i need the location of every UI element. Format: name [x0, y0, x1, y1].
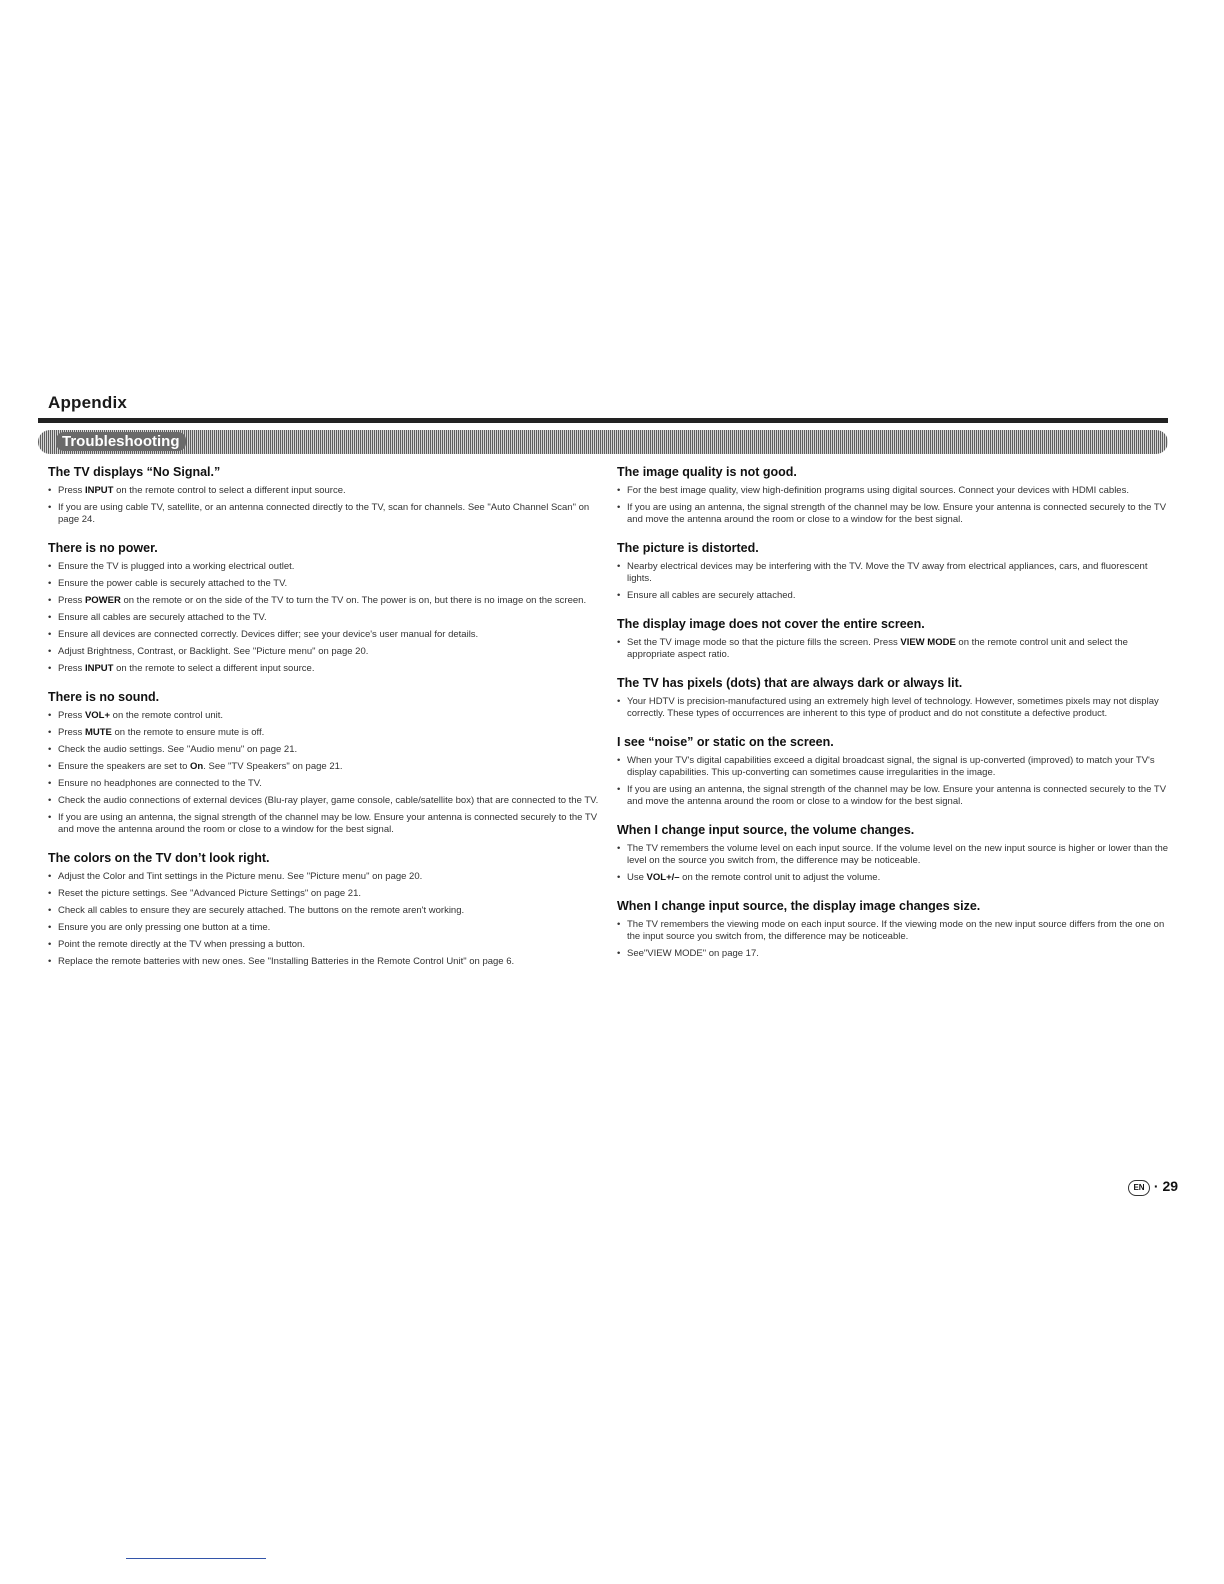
- bullet-list: [617, 637, 1172, 661]
- item-text: Adjust the Color and Tint settings in the Picture menu. See "Picture menu" on page 20.: [58, 871, 423, 882]
- button-name: VOL+: [84, 710, 111, 721]
- item-text: Ensure the speakers are set to: [58, 761, 191, 772]
- item-text: If you are using an antenna, the signal strength of the channel may be low. Ensure your antenna is connected securely to the TV and move the antenna around the room or close to a window for the best signal.: [627, 502, 1167, 525]
- list-item: [48, 871, 600, 883]
- item-text: Your HDTV is precision-manufactured using an extremely high level of technology. However, sometimes pixels may not display correctly. These types of occurrences are inherent to this type of product and do not constitute a defective product.: [627, 696, 1159, 719]
- item-text: If you are using an antenna, the signal strength of the channel may be low. Ensure your antenna is connected securely to the TV and move the antenna around the room or close to a window for the best signal.: [58, 812, 598, 835]
- section-title: The picture is distorted.: [617, 541, 759, 555]
- item-text: on the remote to select a different input source.: [113, 663, 315, 674]
- bullet-list: [48, 561, 600, 675]
- list-item: [48, 888, 600, 900]
- list-item: [48, 595, 600, 607]
- list-item: [48, 612, 600, 624]
- item-text: Use: [627, 872, 647, 883]
- right-column: [617, 464, 1172, 974]
- troubleshooting-section: [617, 464, 1172, 526]
- list-item: [48, 761, 600, 773]
- section-title: The display image does not cover the entire screen.: [617, 617, 925, 631]
- list-item: [48, 905, 600, 917]
- item-text: on the remote control unit and select the appropriate aspect ratio.: [627, 637, 1128, 660]
- item-text: on the remote control unit to adjust the volume.: [679, 872, 881, 883]
- list-item: [48, 727, 600, 739]
- item-text: Check the audio settings. See "Audio menu" on page 21.: [58, 744, 298, 755]
- list-item: [48, 561, 600, 573]
- list-item: [48, 922, 600, 934]
- troubleshooting-section: [48, 689, 600, 836]
- item-text: Set the TV image mode so that the picture fills the screen. Press: [627, 637, 901, 648]
- footer-line: [126, 1558, 266, 1559]
- list-item: [617, 502, 1172, 526]
- item-text: Ensure the power cable is securely attached to the TV.: [58, 578, 288, 589]
- troubleshooting-section: [617, 898, 1172, 960]
- bullet-list: [617, 561, 1172, 602]
- section-title: The TV has pixels (dots) that are always dark or always lit.: [617, 676, 963, 690]
- troubleshooting-section: [48, 850, 600, 968]
- troubleshooting-section: [617, 616, 1172, 661]
- language-badge: EN: [1128, 1180, 1150, 1196]
- list-item: [48, 778, 600, 790]
- item-text: For the best image quality, view high-definition programs using digital sources. Connect your devices with HDMI cables.: [627, 485, 1129, 496]
- item-text: Adjust Brightness, Contrast, or Backlight. See "Picture menu" on page 20.: [58, 646, 369, 657]
- item-text: Reset the picture settings. See "Advanced Picture Settings" on page 21.: [58, 888, 362, 899]
- list-item: [48, 485, 600, 497]
- list-item: [48, 710, 600, 722]
- item-text: Check all cables to ensure they are securely attached. The buttons on the remote aren't working.: [58, 905, 465, 916]
- item-text: on the remote control to select a different input source.: [113, 485, 346, 496]
- section-title: There is no power.: [48, 541, 158, 555]
- item-text: on the remote or on the side of the TV to turn the TV on. The power is on, but there is no image on the screen.: [120, 595, 587, 606]
- list-item: [48, 956, 600, 968]
- item-text: Ensure all devices are connected correctly. Devices differ; see your device's user manual for details.: [58, 629, 479, 640]
- button-name: MUTE: [84, 727, 112, 738]
- item-text: Ensure no headphones are connected to the TV.: [58, 778, 262, 789]
- troubleshooting-section: [48, 464, 600, 526]
- left-column: [48, 464, 600, 982]
- list-item: [48, 502, 600, 526]
- item-text: See"VIEW MODE" on page 17.: [627, 948, 759, 959]
- list-item: [48, 663, 600, 675]
- section-title: There is no sound.: [48, 690, 160, 704]
- bullet-list: [48, 710, 600, 836]
- bullet-list: [617, 696, 1172, 720]
- list-item: [617, 948, 1172, 960]
- bullet-list: [617, 755, 1172, 808]
- item-text: on the remote control unit.: [110, 710, 224, 721]
- item-text: The TV remembers the viewing mode on each input source. If the viewing mode on the new input source differs from the one on the input source you switch from, the difference may be noticeable.: [627, 919, 1165, 942]
- list-item: [617, 784, 1172, 808]
- page-title: Appendix: [48, 393, 128, 412]
- page-number-text: · 29: [1153, 1178, 1179, 1194]
- button-name: On: [190, 761, 204, 772]
- button-name: POWER: [84, 595, 121, 606]
- list-item: [617, 590, 1172, 602]
- button-name: VIEW MODE: [900, 637, 956, 648]
- item-text: Press: [58, 710, 85, 721]
- troubleshooting-section: [617, 734, 1172, 808]
- item-text: Ensure all cables are securely attached to the TV.: [58, 612, 267, 623]
- list-item: [48, 939, 600, 951]
- list-item: [48, 629, 600, 641]
- list-item: [48, 646, 600, 658]
- list-item: [617, 561, 1172, 585]
- section-title: The image quality is not good.: [617, 465, 797, 479]
- item-text: Point the remote directly at the TV when pressing a button.: [58, 939, 305, 950]
- bullet-list: [617, 843, 1172, 884]
- item-text: Check the audio connections of external devices (Blu-ray player, game console, cable/satellite box) that are connected to the TV.: [58, 795, 599, 806]
- list-item: [48, 578, 600, 590]
- page-number: [1128, 1178, 1178, 1196]
- bullet-list: [617, 919, 1172, 960]
- list-item: [617, 872, 1172, 884]
- item-text: If you are using cable TV, satellite, or an antenna connected directly to the TV, scan for channels. See "Auto Channel Scan" on page 24.: [58, 502, 590, 525]
- button-name: INPUT: [84, 663, 114, 674]
- section-title: When I change input source, the volume changes.: [617, 823, 915, 837]
- item-text: Press: [58, 485, 85, 496]
- list-item: [617, 919, 1172, 943]
- item-text: on the remote to ensure mute is off.: [111, 727, 265, 738]
- button-name: INPUT: [84, 485, 114, 496]
- list-item: [617, 637, 1172, 661]
- item-text: When your TV's digital capabilities exceed a digital broadcast signal, the signal is up-converted (improved) to match your TV's display capabilities. This up-converting can sometimes cause irregularities in the image.: [627, 755, 1155, 778]
- list-item: [48, 812, 600, 836]
- item-text: If you are using an antenna, the signal strength of the channel may be low. Ensure your antenna is connected securely to the TV and move the antenna around the room or close to a window for the best signal.: [627, 784, 1167, 807]
- button-name: VOL+/–: [646, 872, 680, 883]
- title-rule: [38, 418, 1168, 423]
- item-text: The TV remembers the volume level on each input source. If the volume level on the new input source is higher or lower than the level on the source you switch from, the difference may be noticeable.: [627, 843, 1169, 866]
- section-title: The TV displays “No Signal.”: [48, 465, 221, 479]
- section-title: I see “noise” or static on the screen.: [617, 735, 834, 749]
- item-text: Ensure you are only pressing one button at a time.: [58, 922, 271, 933]
- troubleshooting-section: [617, 540, 1172, 602]
- troubleshooting-section: [617, 675, 1172, 720]
- list-item: [48, 795, 600, 807]
- banner-label: Troubleshooting: [56, 432, 186, 451]
- bullet-list: [48, 871, 600, 968]
- item-text: Press: [58, 663, 85, 674]
- item-text: Ensure the TV is plugged into a working electrical outlet.: [58, 561, 295, 572]
- list-item: [617, 485, 1172, 497]
- troubleshooting-section: [617, 822, 1172, 884]
- bullet-list: [617, 485, 1172, 526]
- list-item: [617, 755, 1172, 779]
- list-item: [617, 843, 1172, 867]
- item-text: Replace the remote batteries with new ones. See "Installing Batteries in the Remote Control Unit" on page 6.: [58, 956, 515, 967]
- section-banner: [38, 430, 1168, 454]
- list-item: [48, 744, 600, 756]
- item-text: Nearby electrical devices may be interfering with the TV. Move the TV away from electrical appliances, cars, and fluorescent lights.: [627, 561, 1148, 584]
- item-text: Ensure all cables are securely attached.: [627, 590, 796, 601]
- item-text: Press: [58, 727, 85, 738]
- item-text: Press: [58, 595, 85, 606]
- item-text: . See "TV Speakers" on page 21.: [203, 761, 343, 772]
- section-title: When I change input source, the display image changes size.: [617, 899, 981, 913]
- list-item: [617, 696, 1172, 720]
- section-title: The colors on the TV don’t look right.: [48, 851, 270, 865]
- troubleshooting-section: [48, 540, 600, 675]
- bullet-list: [48, 485, 600, 526]
